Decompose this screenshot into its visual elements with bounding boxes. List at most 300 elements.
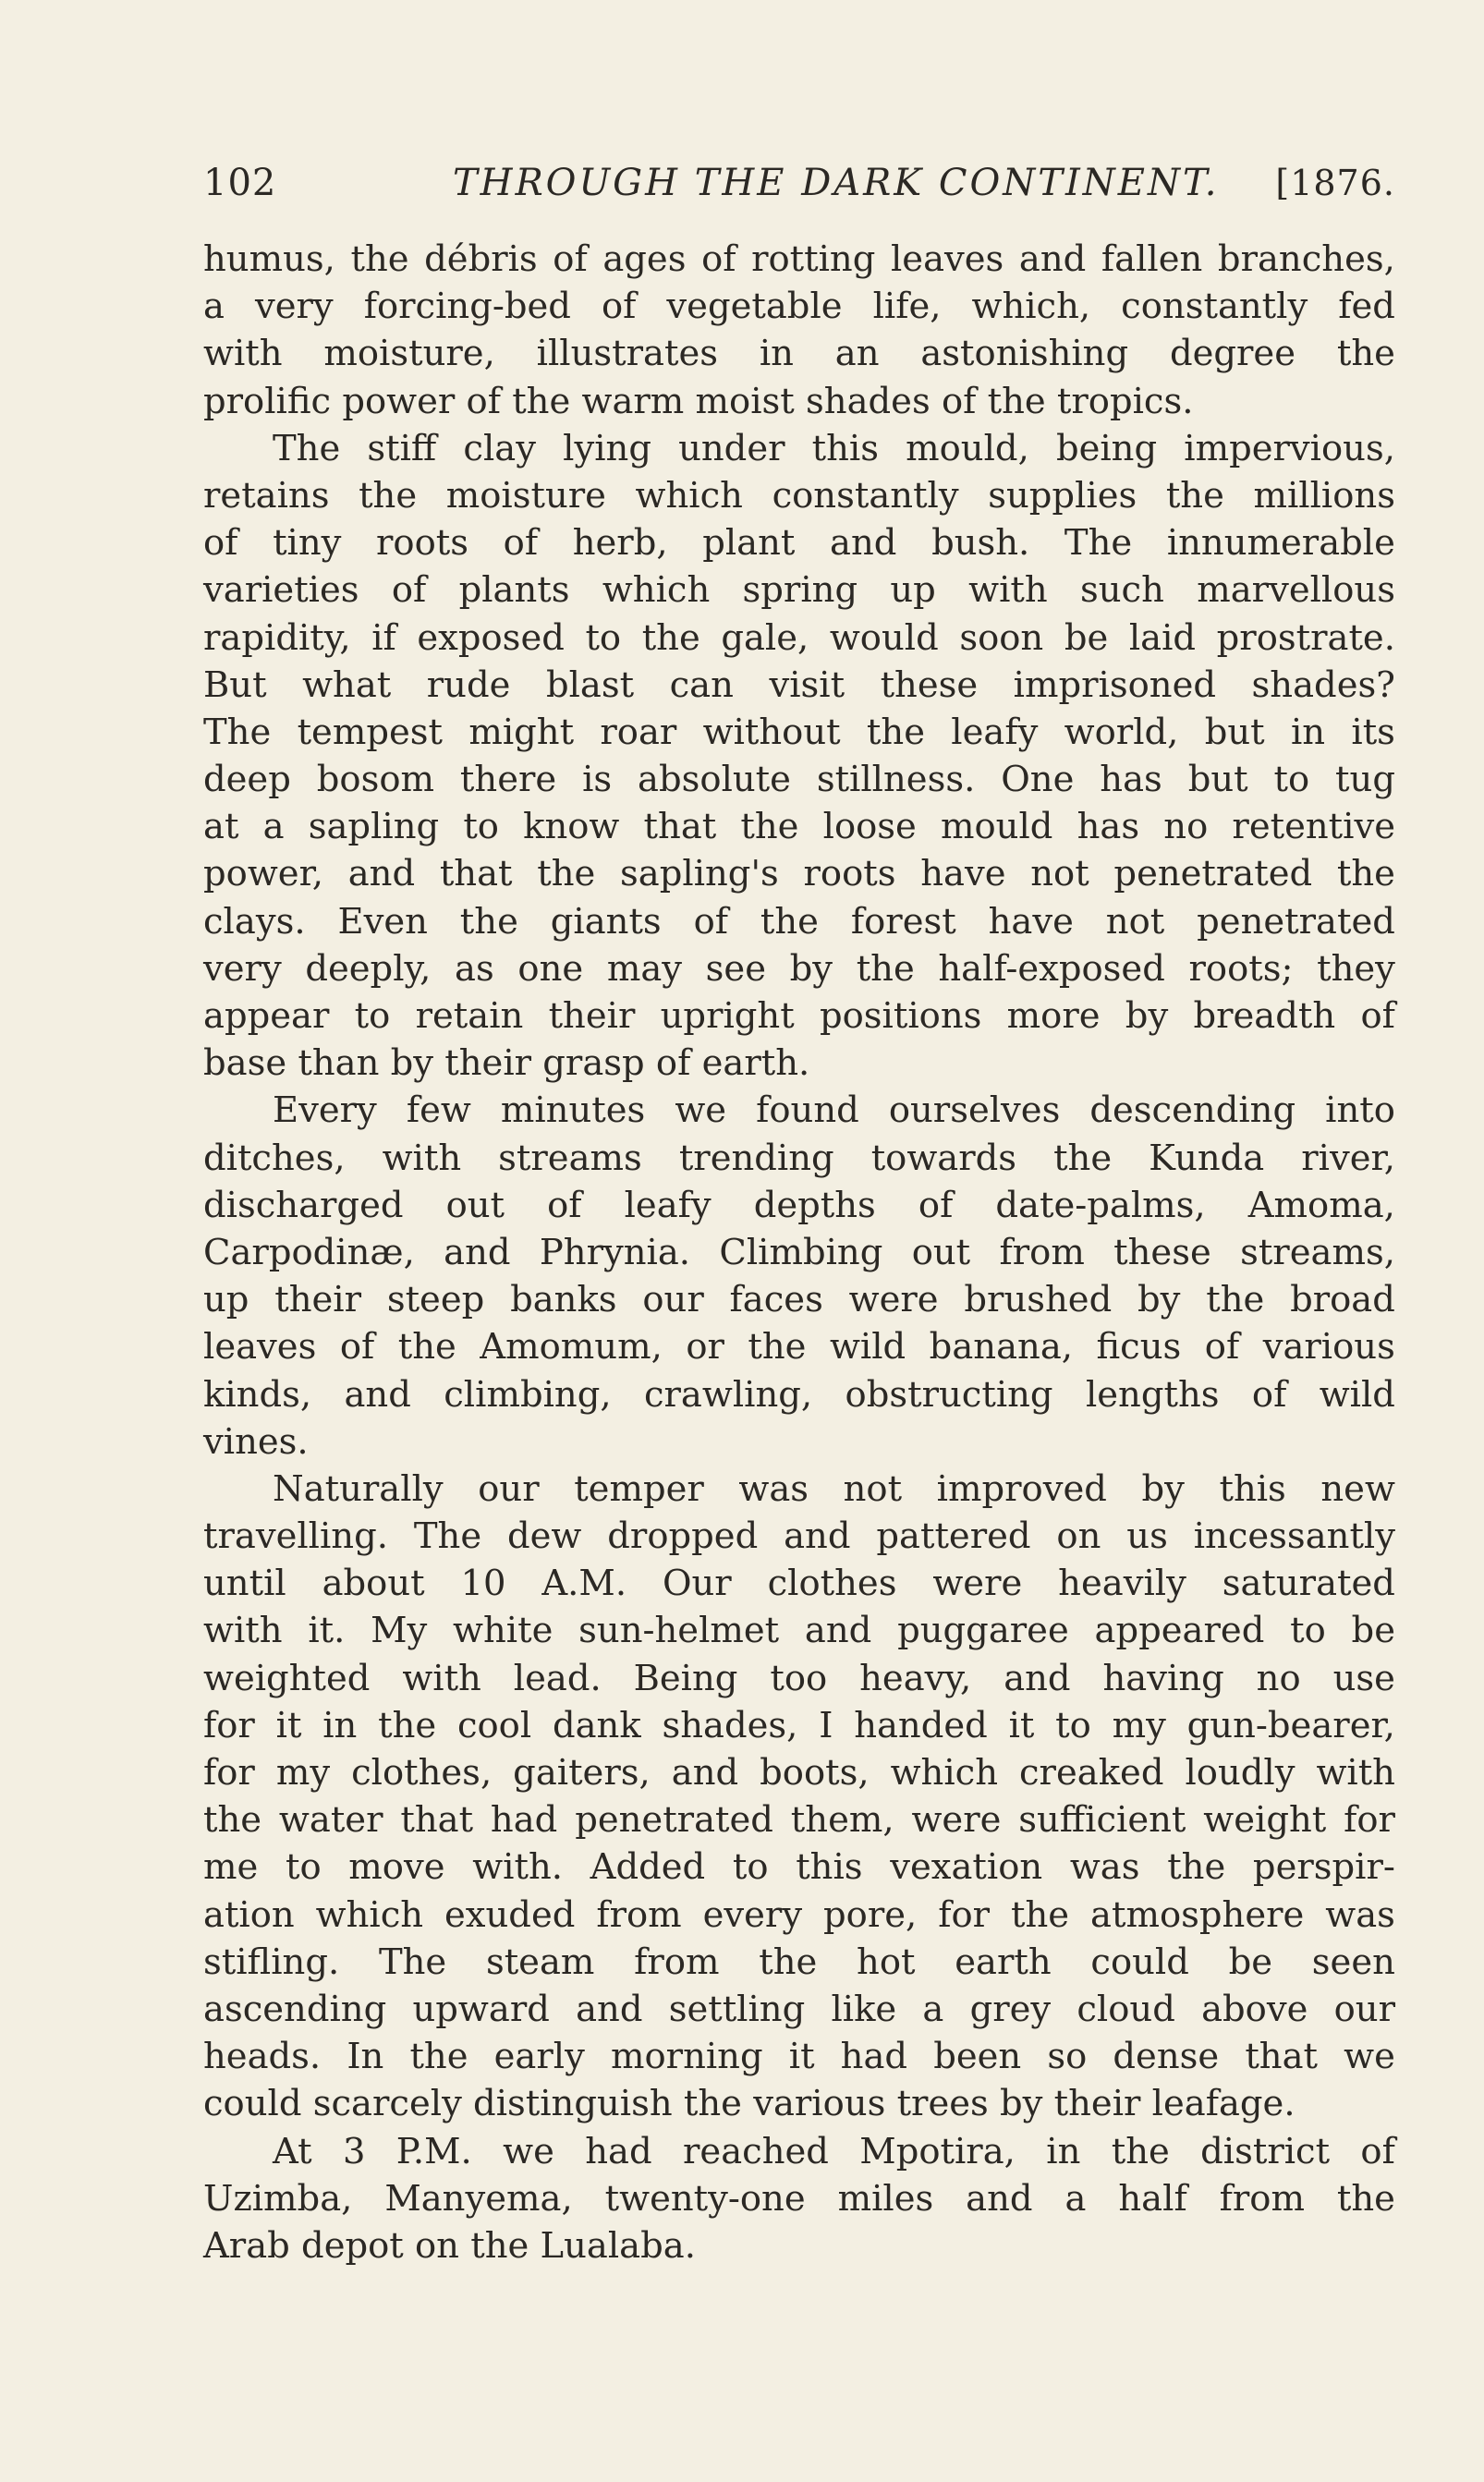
word: it	[788, 2036, 815, 2078]
word: the	[350, 238, 409, 280]
word: a	[262, 806, 285, 848]
word: plant	[702, 522, 796, 565]
word: minutes	[500, 1089, 646, 1132]
word: Naturally	[273, 1467, 444, 1510]
word: water	[278, 1799, 383, 1842]
word: and	[671, 1752, 739, 1794]
word: up	[890, 569, 936, 612]
word: soon	[959, 616, 1044, 659]
word: atmosphere	[1090, 1893, 1305, 1936]
word: the	[641, 616, 700, 659]
word: would	[829, 616, 939, 659]
word: be	[1351, 1610, 1395, 1652]
word: The	[1064, 522, 1133, 565]
word: vegetable	[666, 286, 843, 328]
body-text	[203, 236, 1395, 2269]
word: very	[254, 286, 334, 328]
word: Being	[633, 1657, 738, 1699]
line-text: Arab depot on the Lualaba.	[203, 2224, 696, 2267]
text-line	[203, 662, 1395, 709]
word: improved	[936, 1467, 1107, 1510]
word: penetrated	[575, 1799, 773, 1842]
word: being	[1055, 427, 1158, 469]
text-line	[203, 1892, 1395, 1939]
word: 10	[460, 1563, 506, 1605]
word: sun-helmet	[578, 1610, 780, 1652]
word: supplies	[988, 474, 1137, 517]
word: has	[1077, 806, 1140, 848]
word: in	[1290, 711, 1326, 753]
text-line	[203, 756, 1395, 803]
word: with	[968, 569, 1048, 612]
line-text: base than by their grasp of earth.	[203, 1042, 810, 1085]
word: with	[203, 333, 283, 375]
word: blast	[545, 663, 635, 706]
text-line	[203, 1796, 1395, 1843]
word: until	[203, 1563, 286, 1605]
word: had	[585, 2130, 652, 2172]
word: appeared	[1094, 1610, 1265, 1652]
word: roots;	[1188, 947, 1294, 990]
word: with	[1316, 1752, 1395, 1794]
word: kinds,	[203, 1373, 312, 1416]
word: on	[1056, 1515, 1101, 1558]
word: At	[273, 2130, 312, 2172]
word: travelling.	[203, 1515, 388, 1558]
text-line	[203, 1229, 1395, 1276]
word: what	[302, 663, 392, 706]
word: The	[413, 1515, 482, 1558]
word: roar	[600, 711, 677, 753]
word: creaked	[1019, 1752, 1164, 1794]
word: morning	[610, 2036, 763, 2078]
text-line	[203, 1607, 1395, 1654]
word: out	[445, 1184, 505, 1226]
word: earth	[955, 1941, 1052, 1983]
word: of	[1204, 1326, 1240, 1369]
word: they	[1317, 947, 1395, 990]
word: cloud	[1077, 1988, 1175, 2030]
word: loudly	[1185, 1752, 1295, 1794]
word: date-palms,	[995, 1184, 1206, 1226]
word: but	[1187, 759, 1248, 801]
word: positions	[819, 995, 982, 1037]
word: leafy	[624, 1184, 712, 1226]
word: loose	[822, 806, 917, 848]
word: The	[378, 1941, 447, 1983]
word: we	[503, 2130, 554, 2172]
word: débris	[424, 238, 538, 280]
word: was	[1069, 1846, 1140, 1889]
word: exuded	[444, 1893, 576, 1936]
word: or	[686, 1326, 724, 1369]
word: that	[400, 1799, 474, 1842]
text-line	[203, 1276, 1395, 1323]
word: retentive	[1232, 806, 1395, 848]
word: half	[1118, 2177, 1187, 2220]
word: of	[693, 900, 729, 943]
word: had	[840, 2036, 908, 2078]
word: of	[203, 522, 238, 565]
word: by	[1141, 1467, 1185, 1510]
word: in	[322, 1704, 358, 1746]
word: from	[634, 1941, 720, 1983]
word: branches,	[1217, 238, 1395, 280]
word: banana,	[929, 1326, 1074, 1369]
word: imprisoned	[1013, 663, 1217, 706]
word: were	[911, 1799, 1002, 1842]
word: as	[455, 947, 494, 990]
word: stifling.	[203, 1941, 340, 1983]
word: of	[701, 238, 736, 280]
word: penetrated	[1197, 900, 1395, 943]
word: power,	[203, 853, 323, 895]
text-line	[203, 709, 1395, 756]
word: sapling	[308, 806, 440, 848]
word: with.	[472, 1846, 563, 1889]
word: moisture	[445, 474, 606, 517]
word: stillness.	[816, 759, 976, 801]
page-number: 102	[203, 162, 277, 204]
word: which	[602, 569, 711, 612]
word: miles	[837, 2177, 934, 2220]
word: and	[966, 2177, 1033, 2220]
word: lead.	[513, 1657, 602, 1699]
word: from	[999, 1231, 1085, 1273]
word: that	[643, 806, 717, 848]
word: streams	[498, 1137, 642, 1179]
word: has	[1100, 759, 1162, 801]
word: our	[642, 1279, 704, 1321]
word: in	[759, 333, 794, 375]
word: to	[1055, 1704, 1091, 1746]
word: pattered	[876, 1515, 1031, 1558]
word: My	[371, 1610, 428, 1652]
word: new	[1320, 1467, 1395, 1510]
word: the	[359, 474, 418, 517]
word: a	[1064, 2177, 1087, 2220]
word: bush.	[931, 522, 1030, 565]
word: broad	[1290, 1279, 1395, 1321]
word: so	[1047, 2036, 1088, 2078]
word: lying	[563, 427, 651, 469]
word: which	[635, 474, 743, 517]
word: roots	[376, 522, 469, 565]
word: clay	[463, 427, 537, 469]
word: Carpodinæ,	[203, 1231, 415, 1273]
word: up	[203, 1279, 249, 1321]
word: above	[1201, 1988, 1308, 2030]
word: clays.	[203, 900, 306, 943]
line-text: prolific power of the warm moist shades of the tropics.	[203, 380, 1194, 422]
word: ficus	[1096, 1326, 1182, 1369]
word: of	[391, 569, 427, 612]
text-line	[203, 2080, 1395, 2127]
word: which	[890, 1752, 999, 1794]
word: their	[548, 995, 636, 1037]
word: which	[315, 1893, 424, 1936]
word: Phrynia.	[539, 1231, 691, 1273]
word: the	[1336, 333, 1395, 375]
word: ascending	[203, 1988, 387, 2030]
word: out	[911, 1231, 971, 1273]
word: wild	[829, 1326, 906, 1369]
word: my	[1112, 1704, 1166, 1746]
word: ourselves	[888, 1089, 1061, 1132]
running-head	[203, 155, 1395, 211]
text-line	[203, 898, 1395, 945]
word: no	[1256, 1657, 1301, 1699]
word: an	[834, 333, 880, 375]
word: the	[748, 1326, 807, 1369]
word: plants	[458, 569, 570, 612]
word: for	[1344, 1799, 1395, 1842]
word: P.M.	[395, 2130, 472, 2172]
word: see	[705, 947, 766, 990]
word: penetrated	[1113, 853, 1313, 895]
word: know	[523, 806, 620, 848]
word: too	[770, 1657, 828, 1699]
word: and	[344, 1373, 411, 1416]
word: absolute	[638, 759, 791, 801]
word: visit	[769, 663, 845, 706]
word: tug	[1335, 759, 1395, 801]
word: by	[1137, 1279, 1181, 1321]
word: reached	[683, 2130, 829, 2172]
word: the	[203, 1799, 262, 1842]
word: to	[732, 1846, 769, 1889]
word: settling	[668, 1988, 806, 2030]
word: been	[933, 2036, 1022, 2078]
word: wild	[1319, 1373, 1395, 1416]
text-line	[203, 1513, 1395, 1560]
word: for	[203, 1752, 255, 1794]
word: bosom	[316, 759, 435, 801]
word: humus,	[203, 238, 335, 280]
word: depths	[753, 1184, 876, 1226]
word: half-exposed	[938, 947, 1165, 990]
word: about	[322, 1563, 425, 1605]
word: tiny	[273, 522, 342, 565]
word: not	[1105, 900, 1165, 943]
text-line	[203, 1371, 1395, 1418]
word: streams,	[1240, 1231, 1395, 1273]
word: the	[409, 2036, 468, 2078]
word: white	[453, 1610, 553, 1652]
text-line	[203, 2033, 1395, 2080]
word: constantly	[772, 474, 959, 517]
word: The	[203, 711, 272, 753]
word: of	[553, 238, 588, 280]
word: a	[203, 286, 225, 328]
word: trending	[678, 1137, 834, 1179]
text-line	[203, 566, 1395, 614]
text-line	[203, 1655, 1395, 1702]
word: upward	[412, 1988, 550, 2030]
word: that	[1245, 2036, 1319, 2078]
word: the	[1206, 1279, 1265, 1321]
word: of	[1360, 2130, 1395, 2172]
text-line	[203, 1939, 1395, 1986]
word: under	[678, 427, 785, 469]
word: of	[339, 1326, 375, 1369]
word: grey	[969, 1988, 1052, 2030]
word: 3	[342, 2130, 366, 2172]
word: might	[468, 711, 575, 753]
word: these	[1113, 1231, 1211, 1273]
word: deeply,	[305, 947, 432, 990]
word: a	[922, 1988, 944, 2030]
word: of	[547, 1184, 582, 1226]
word: it	[1008, 1704, 1035, 1746]
word: and	[1018, 238, 1087, 280]
word: seen	[1311, 1941, 1395, 1983]
word: leafy	[951, 711, 1039, 753]
word: have	[920, 853, 1006, 895]
line-text: could scarcely distinguish the various trees by their leafage.	[203, 2083, 1295, 2125]
word: temper	[574, 1467, 704, 1510]
word: faces	[729, 1279, 823, 1321]
word: found	[756, 1089, 859, 1132]
word: In	[347, 2036, 384, 2078]
word: having	[1102, 1657, 1224, 1699]
word: were	[932, 1563, 1023, 1605]
word: dank	[552, 1704, 641, 1746]
word: move	[348, 1846, 445, 1889]
word: to	[285, 1846, 322, 1889]
text-line	[203, 614, 1395, 662]
word: more	[1006, 995, 1101, 1037]
word: pore,	[823, 1893, 918, 1936]
word: exposed	[417, 616, 565, 659]
word: descending	[1089, 1089, 1296, 1132]
word: lengths	[1085, 1373, 1220, 1416]
word: early	[493, 2036, 585, 2078]
word: Kunda	[1149, 1137, 1265, 1179]
word: such	[1079, 569, 1164, 612]
word: Manyema,	[384, 2177, 573, 2220]
word: the	[537, 853, 596, 895]
line-text: vines.	[203, 1420, 309, 1463]
word: from	[596, 1893, 682, 1936]
word: Even	[337, 900, 428, 943]
word: that	[439, 853, 513, 895]
word: gaiters,	[513, 1752, 651, 1794]
word: spring	[742, 569, 858, 612]
word: there	[459, 759, 557, 801]
word: their	[274, 1279, 362, 1321]
running-title: THROUGH THE DARK CONTINENT.	[453, 162, 1220, 204]
word: ages	[602, 238, 687, 280]
word: the	[459, 900, 518, 943]
word: had	[490, 1799, 558, 1842]
text-line	[203, 1040, 1395, 1087]
text-line	[203, 472, 1395, 519]
text-line	[203, 945, 1395, 992]
word: steam	[485, 1941, 595, 1983]
word: dropped	[607, 1515, 759, 1558]
word: shades?	[1251, 663, 1395, 706]
word: retain	[415, 995, 524, 1037]
word: moisture,	[323, 333, 495, 375]
text-line	[203, 1749, 1395, 1796]
word: to	[463, 806, 499, 848]
word: leaves	[890, 238, 1004, 280]
word: But	[203, 663, 267, 706]
word: I	[819, 1704, 833, 1746]
word: and	[784, 1515, 851, 1558]
word: illustrates	[536, 333, 718, 375]
word: in	[1046, 2130, 1081, 2172]
word: fed	[1338, 286, 1395, 328]
word: degree	[1169, 333, 1296, 375]
text-line	[203, 1466, 1395, 1513]
word: heavy,	[859, 1657, 972, 1699]
word: brushed	[964, 1279, 1113, 1321]
word: heavily	[1058, 1563, 1186, 1605]
word: boots,	[760, 1752, 870, 1794]
word: towards	[870, 1137, 1017, 1179]
word: of	[1251, 1373, 1287, 1416]
word: me	[203, 1846, 259, 1889]
word: varieties	[203, 569, 359, 612]
word: clothes	[767, 1563, 897, 1605]
text-line	[203, 236, 1395, 283]
text-line	[203, 425, 1395, 472]
word: was	[1325, 1893, 1395, 1936]
word: be	[1228, 1941, 1273, 1983]
word: Climbing	[719, 1231, 883, 1273]
word: have	[988, 900, 1074, 943]
word: forest	[850, 900, 956, 943]
word: from	[1219, 2177, 1305, 2220]
word: retains	[203, 474, 330, 517]
word: is	[582, 759, 613, 801]
word: twenty-one	[604, 2177, 806, 2220]
word: by	[1125, 995, 1169, 1037]
word: Amomum,	[480, 1326, 663, 1369]
word: our	[1333, 1988, 1395, 2030]
text-line	[203, 283, 1395, 330]
word: district	[1200, 2130, 1331, 2172]
word: the	[397, 1326, 456, 1369]
word: Mpotira,	[859, 2130, 1016, 2172]
word: of	[601, 286, 637, 328]
word: gun-bearer,	[1186, 1704, 1395, 1746]
word: puggaree	[897, 1610, 1069, 1652]
text-line	[203, 1418, 1395, 1466]
word: could	[1090, 1941, 1189, 1983]
word: and	[1004, 1657, 1071, 1699]
word: impervious,	[1184, 427, 1395, 469]
text-line	[203, 2128, 1395, 2175]
word: to	[585, 616, 622, 659]
word: be	[1064, 616, 1109, 659]
word: one	[517, 947, 584, 990]
word: dense	[1113, 2036, 1220, 2078]
word: no	[1163, 806, 1209, 848]
word: clothes,	[351, 1752, 493, 1794]
word: rapidity,	[203, 616, 351, 659]
word: astonishing	[920, 333, 1129, 375]
text-line	[203, 378, 1395, 425]
word: if	[371, 616, 396, 659]
word: and	[804, 1610, 872, 1652]
text-line	[203, 2175, 1395, 2222]
word: A.M.	[541, 1563, 627, 1605]
word: giants	[550, 900, 662, 943]
word: life,	[872, 286, 942, 328]
